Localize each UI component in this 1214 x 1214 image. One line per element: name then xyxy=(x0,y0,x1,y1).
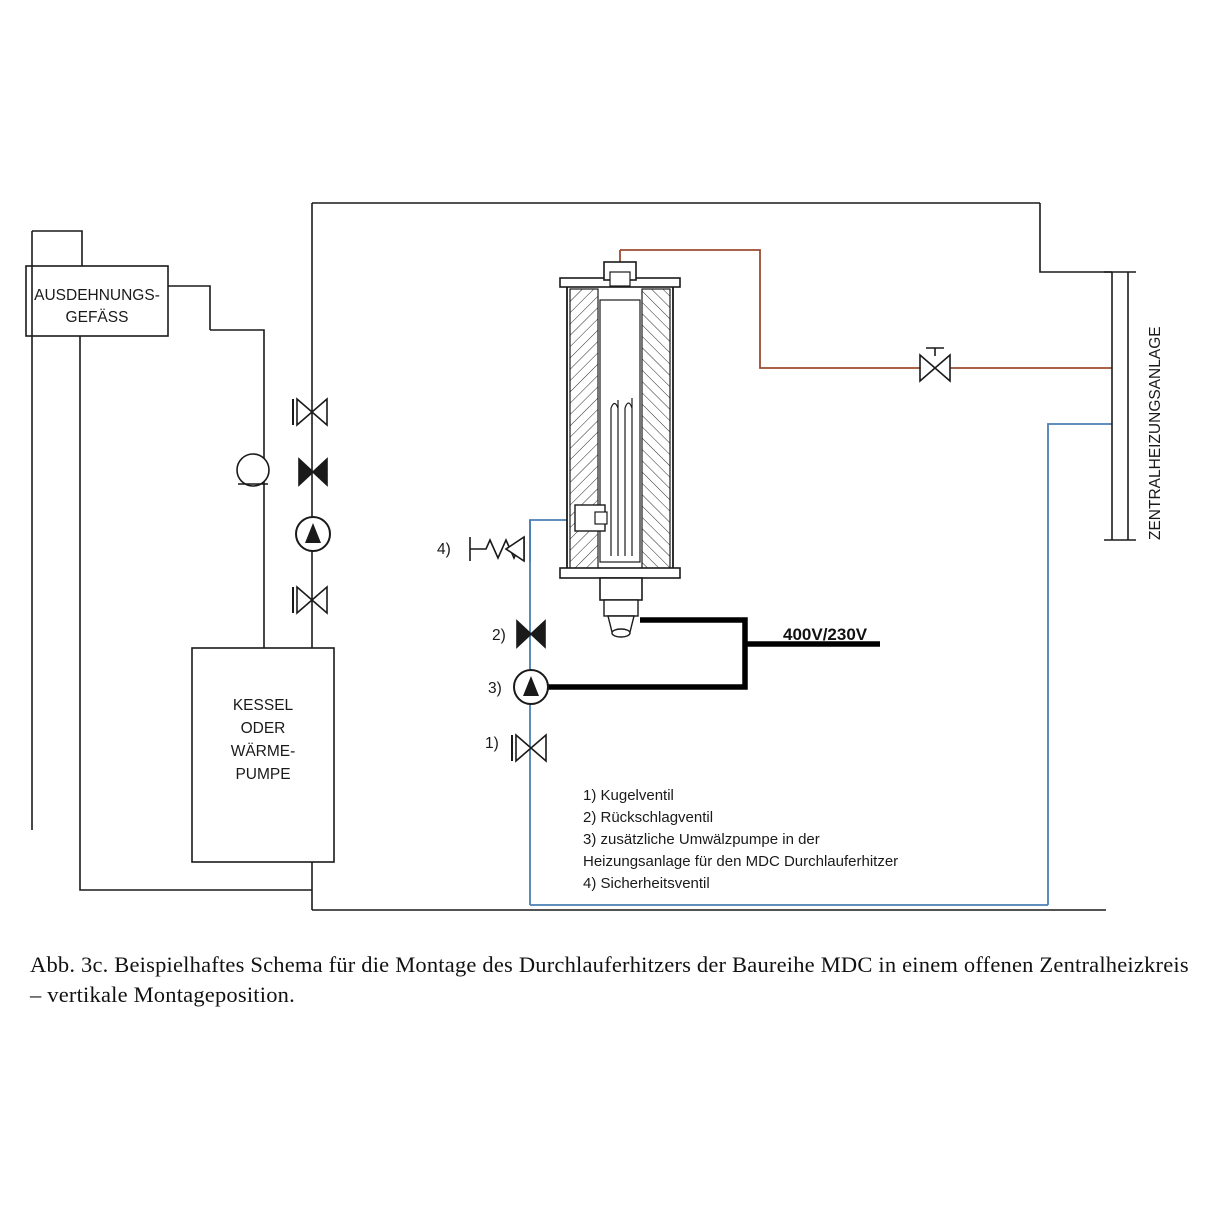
legend-item-4: 4) Sicherheitsventil xyxy=(583,875,710,892)
valve-gate-top-left xyxy=(293,399,327,425)
boiler-label-line4: PUMPE xyxy=(235,766,291,783)
callout-marker-2: 2) xyxy=(492,627,506,644)
expansion-vessel-label-line2: GEFÄSS xyxy=(65,309,129,326)
pump-circulation-left xyxy=(296,517,330,551)
legend-item-3-cont: Heizungsanlage für den MDC Durchlauferhitzer xyxy=(583,853,899,870)
figure-caption: Abb. 3c. Beispielhaftes Schema für die Montage des Durchlauferhitzers der Baureihe MDC in einem offenen Zentralheizkreis – vertikale Montageposition. xyxy=(30,952,1189,1008)
pipe-hot-red xyxy=(620,250,1112,368)
valve-check-left xyxy=(299,459,327,485)
legend-item-3: 3) zusätzliche Umwälzpumpe in der xyxy=(583,831,820,848)
power-supply-label: 400V/230V xyxy=(783,625,868,644)
mdc-flow-heater xyxy=(560,262,680,637)
central-heating-label: ZENTRALHEIZUNGSANLAGE xyxy=(1147,326,1164,540)
boiler-label-line3: WÄRME- xyxy=(230,743,296,760)
legend-item-1: 1) Kugelventil xyxy=(583,787,674,804)
ball-valve-1 xyxy=(512,735,546,761)
expansion-vessel-label-line1: AUSDEHNUNGS- xyxy=(34,287,160,304)
boiler-label-line1: KESSEL xyxy=(232,697,294,714)
valve-gate-red-line xyxy=(920,348,950,381)
legend-item-2: 2) Rückschlagventil xyxy=(583,809,714,826)
callout-marker-4: 4) xyxy=(437,541,451,558)
central-heating-bus xyxy=(1104,272,1136,540)
legend xyxy=(583,787,898,892)
valve-gate-bottom-left xyxy=(293,587,327,613)
circulation-pump-3 xyxy=(514,670,548,704)
callout-marker-3: 3) xyxy=(488,680,502,697)
check-valve-2 xyxy=(517,621,545,647)
boiler-label-line2: ODER xyxy=(240,720,286,737)
callout-marker-1: 1) xyxy=(485,735,499,752)
safety-valve-4 xyxy=(470,520,530,562)
